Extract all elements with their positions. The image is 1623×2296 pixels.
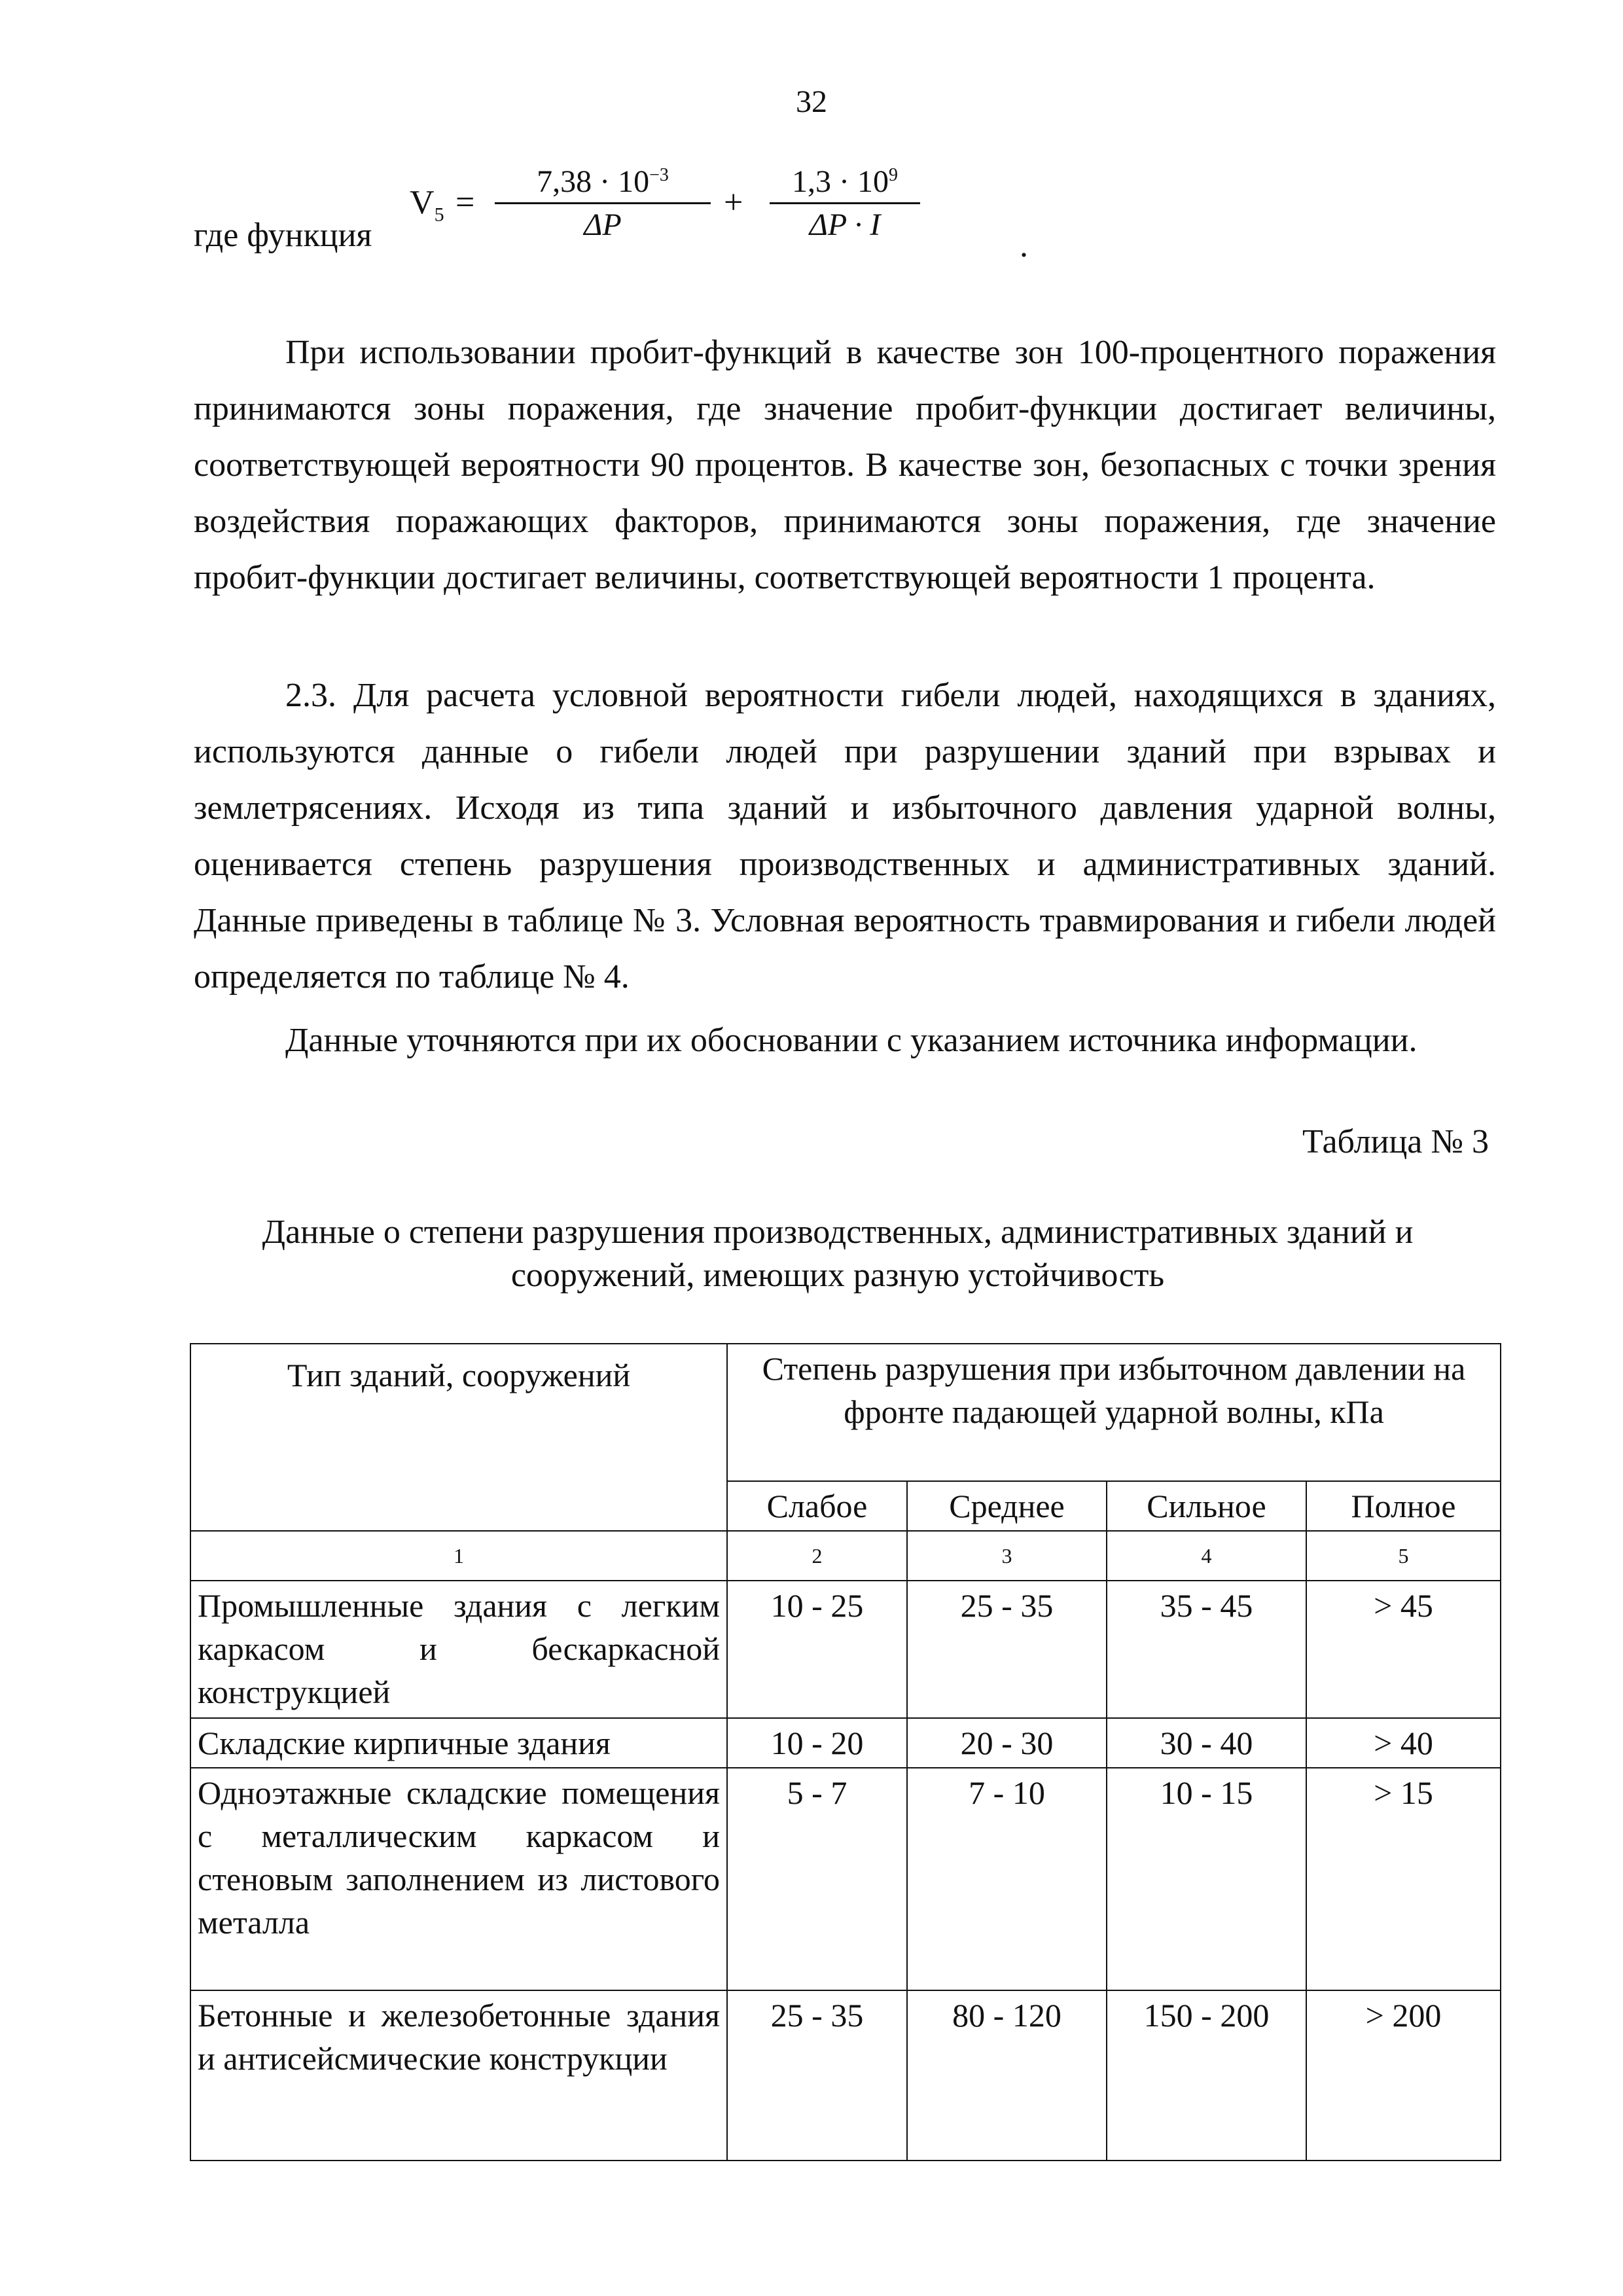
row-building-type: Бетонные и железобетонные здания и антисейсмические конструкции bbox=[190, 1990, 727, 2161]
formula-lead-text: где функция bbox=[194, 217, 372, 254]
cell-strong: 30 - 40 bbox=[1107, 1718, 1306, 1768]
cell-medium: 7 - 10 bbox=[907, 1768, 1107, 1990]
cell-medium: 25 - 35 bbox=[907, 1581, 1107, 1718]
page-number: 32 bbox=[796, 84, 827, 119]
table-row bbox=[190, 1581, 1501, 1718]
cell-weak: 25 - 35 bbox=[727, 1990, 907, 2161]
table-row bbox=[190, 1718, 1501, 1768]
formula-fraction-1: $\frac{7,38 \cdot 10^{-3}}{\Delta P}$ bbox=[495, 164, 711, 243]
subheader-medium: Среднее bbox=[907, 1481, 1107, 1531]
col-number: 5 bbox=[1306, 1531, 1501, 1581]
header-building-type: Тип зданий, сооружений bbox=[190, 1344, 727, 1531]
row-building-type: Одноэтажные складские помещения с металлическим каркасом и стеновым заполнением из листового металла bbox=[190, 1768, 727, 1990]
subheader-complete: Полное bbox=[1306, 1481, 1501, 1531]
cell-medium: 80 - 120 bbox=[907, 1990, 1107, 2161]
subheader-weak: Слабое bbox=[727, 1481, 907, 1531]
cell-complete: > 45 bbox=[1306, 1581, 1501, 1718]
cell-complete: > 15 bbox=[1306, 1768, 1501, 1990]
header-destruction-degree: Степень разрушения при избыточном давлении на фронте падающей ударной волны, кПа bbox=[727, 1344, 1501, 1481]
table-row bbox=[190, 1990, 1501, 2161]
row-building-type: Складские кирпичные здания bbox=[190, 1718, 727, 1768]
table-row bbox=[190, 1768, 1501, 1990]
col-number: 1 bbox=[190, 1531, 727, 1581]
cell-complete: > 40 bbox=[1306, 1718, 1501, 1768]
paragraph-2-3: 2.3. Для расчета условной вероятности гибели людей, находящихся в зданиях, используются данные о гибели людей при разрушении зданий при взрывах и землетрясениях. Исходя из типа зданий и избыточного давления ударной волны, оценивается степень разрушения производственных и административных зданий. Данные приведены в таблице № 3. Условная вероятность травмирования и гибели людей определяется по таблице № 4. bbox=[194, 677, 1496, 996]
col-number: 3 bbox=[907, 1531, 1107, 1581]
paragraph-data-refinement: Данные уточняются при их обосновании с указанием источника информации. bbox=[285, 1022, 1418, 1059]
cell-strong: 10 - 15 bbox=[1107, 1768, 1306, 1990]
cell-strong: 35 - 45 bbox=[1107, 1581, 1306, 1718]
cell-medium: 20 - 30 bbox=[907, 1718, 1107, 1768]
row-building-type: Промышленные здания с легким каркасом и бескаркасной конструкцией bbox=[190, 1581, 727, 1718]
paragraph-probit-zones: При использовании пробит-функций в качестве зон 100-процентного поражения принимаются зоны поражения, где значение пробит-функции достигает величины, соответствующей вероятности 90 процентов. В качестве зон, безопасных с точки зрения воздействия поражающих факторов, принимаются зоны поражения, где значение пробит-функции достигает величины, соответствующей вероятности 1 процента. bbox=[194, 334, 1496, 596]
table-label: Таблица № 3 bbox=[1302, 1123, 1489, 1160]
cell-weak: 5 - 7 bbox=[727, 1768, 907, 1990]
cell-weak: 10 - 25 bbox=[727, 1581, 907, 1718]
formula-equals: = bbox=[455, 184, 475, 221]
formula-end-period: . bbox=[1020, 227, 1028, 264]
formula-fraction-2: $\frac{1,3 \cdot 10^9}{\Delta P \cdot I}$ bbox=[770, 164, 920, 243]
probit-formula bbox=[194, 164, 1028, 268]
subheader-strong: Сильное bbox=[1107, 1481, 1306, 1531]
col-number: 2 bbox=[727, 1531, 907, 1581]
cell-complete: > 200 bbox=[1306, 1990, 1501, 2161]
col-number: 4 bbox=[1107, 1531, 1306, 1581]
table-title: Данные о степени разрушения производственных, административных зданий и сооружений, имеющих разную устойчивость bbox=[262, 1213, 1414, 1294]
cell-weak: 10 - 20 bbox=[727, 1718, 907, 1768]
cell-strong: 150 - 200 bbox=[1107, 1990, 1306, 2161]
formula-v5: $V_5$ bbox=[410, 184, 444, 226]
destruction-table bbox=[190, 1343, 1501, 2161]
formula-plus: + bbox=[724, 184, 743, 221]
